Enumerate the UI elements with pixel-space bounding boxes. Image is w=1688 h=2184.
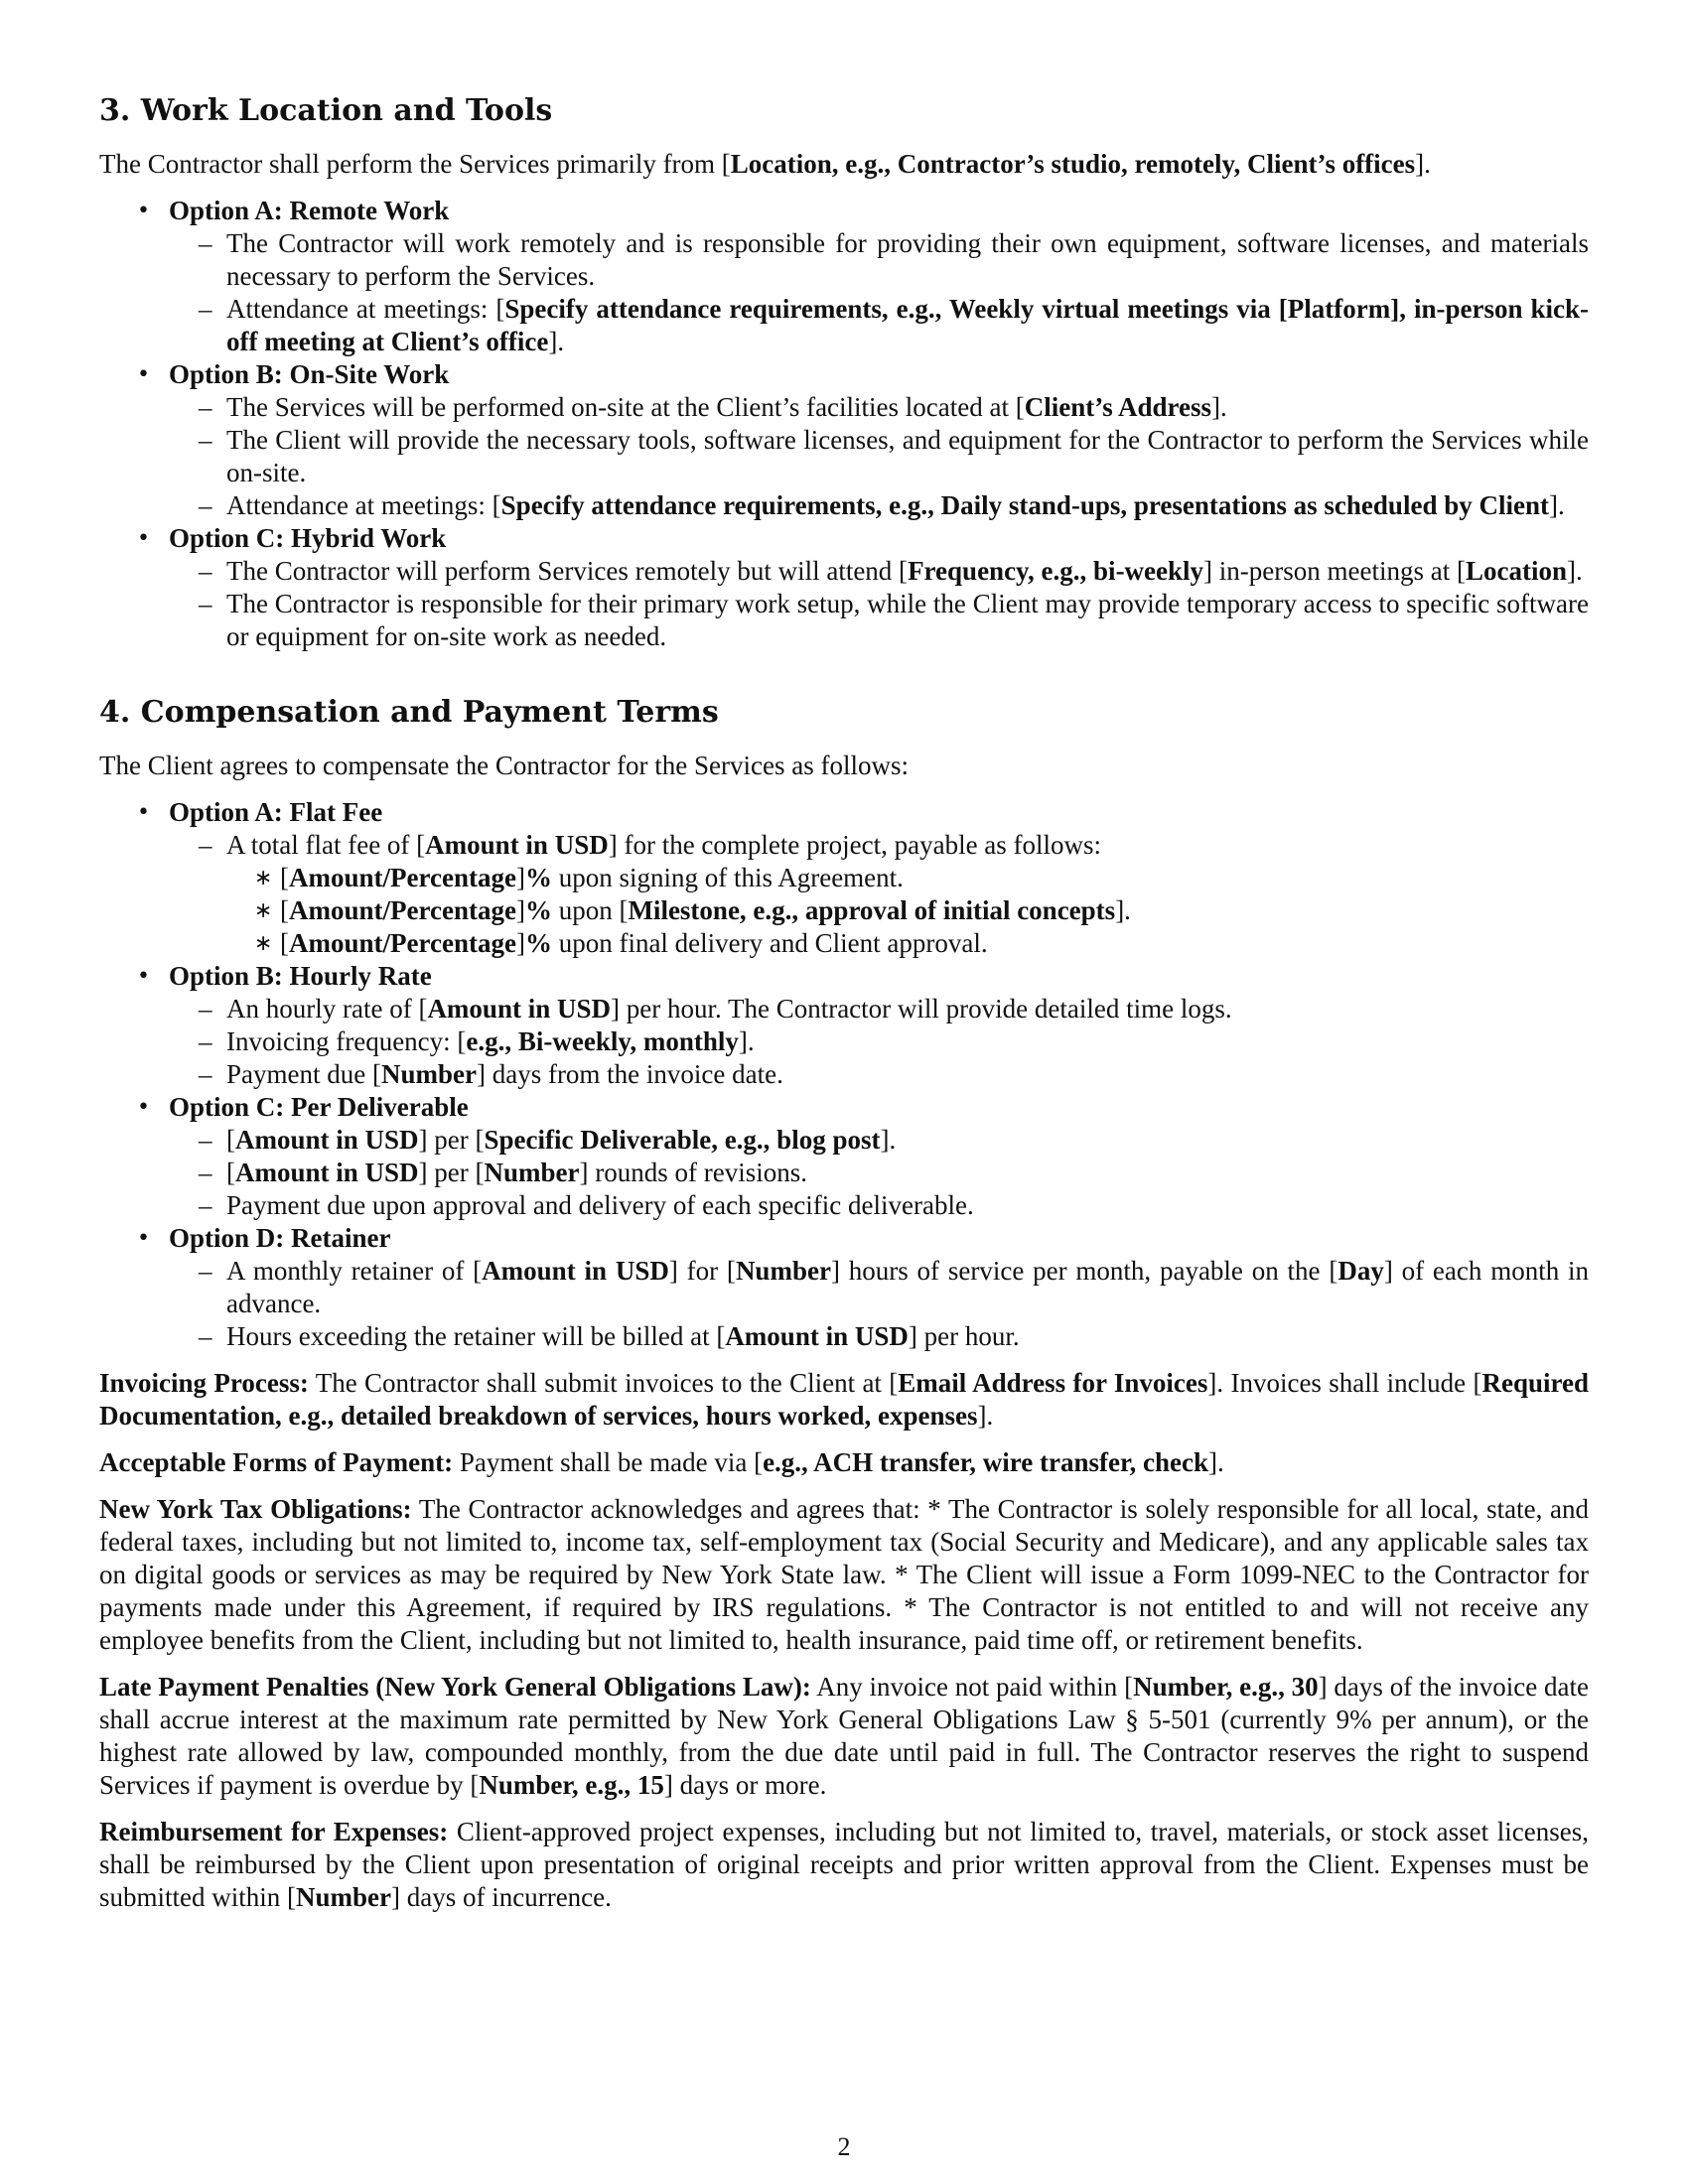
text-run: The Contractor shall perform the Services primarily from [	[99, 149, 731, 179]
text-run: ].	[1115, 895, 1131, 925]
text-run: Payment shall be made via [	[453, 1447, 764, 1477]
dash-icon: –	[199, 1059, 212, 1089]
text-run: Payment due upon approval and delivery of each specific deliverable.	[226, 1190, 974, 1220]
option-detail-text	[226, 424, 1589, 489]
option-detail-text	[226, 1255, 1589, 1320]
option-subdetail-text	[280, 894, 1589, 927]
page-number: 2	[837, 2132, 851, 2161]
bullet-icon: •	[137, 526, 150, 551]
option-detail-text	[226, 1189, 1589, 1222]
bold-text-run: Number	[296, 1882, 391, 1912]
document-page	[99, 91, 1589, 1928]
text-run: ].	[1415, 149, 1431, 179]
dash-icon: –	[199, 589, 212, 618]
option-item	[99, 195, 1589, 358]
dash-icon: –	[199, 1190, 212, 1220]
option-detail-text	[226, 391, 1589, 424]
text-run: ].	[1567, 556, 1583, 586]
bold-text-run: Number	[735, 1256, 831, 1286]
text-run: An hourly rate of [	[226, 994, 428, 1024]
text-run: upon signing of this Agreement.	[551, 863, 904, 892]
clause-paragraph	[99, 1671, 1589, 1802]
text-run: [	[280, 895, 289, 925]
option-subdetail	[169, 862, 1589, 894]
text-run: ] of each month in advance.	[226, 1256, 1590, 1318]
asterisk-icon: ∗	[254, 931, 273, 956]
text-run: ]	[515, 863, 525, 892]
option-detail-text	[226, 1025, 1589, 1058]
option-title: Option B: Hourly Rate	[169, 961, 432, 991]
bold-text-run: e.g., ACH transfer, wire transfer, check	[763, 1447, 1208, 1477]
text-run: A monthly retainer of [	[226, 1256, 483, 1286]
option-title: Option A: Flat Fee	[169, 797, 383, 827]
text-run: Client-approved project expenses, including but not limited to, travel, materials, or stock asset licenses, shall be reimbursed by the Client upon presentation of original receipts and prior written approval from the Client. Expenses must be submitted within [	[99, 1817, 1590, 1912]
option-title: Option B: On-Site Work	[169, 359, 450, 389]
bold-text-run: New York Tax Obligations:	[99, 1494, 412, 1524]
option-title: Option D: Retainer	[169, 1223, 391, 1253]
option-title: Option C: Hybrid Work	[169, 523, 447, 553]
option-detail-text	[226, 1124, 1589, 1157]
text-run: ] per [	[418, 1158, 485, 1187]
option-detail	[169, 1124, 1589, 1157]
bold-text-run: Amount in USD	[725, 1321, 909, 1351]
text-run: ] hours of service per month, payable on the [	[830, 1256, 1338, 1286]
text-run: Any invoice not paid within [	[810, 1672, 1134, 1702]
dash-icon: –	[199, 490, 212, 520]
text-run: [	[280, 928, 289, 958]
dash-icon: –	[199, 1026, 212, 1056]
dash-icon: –	[199, 392, 212, 422]
bullet-icon: •	[137, 362, 150, 387]
option-detail-text	[226, 555, 1589, 588]
text-run: ] rounds of revisions.	[579, 1158, 807, 1187]
text-run: The Contractor will perform Services remotely but will attend [	[226, 556, 909, 586]
option-subdetail-text	[280, 927, 1589, 960]
clause-paragraph	[99, 1367, 1589, 1433]
dash-icon: –	[199, 1321, 212, 1351]
bullet-icon: •	[137, 199, 150, 223]
bold-text-run: Acceptable Forms of Payment:	[99, 1447, 454, 1477]
option-detail	[169, 489, 1589, 522]
bold-text-run: Client’s Address	[1024, 392, 1212, 422]
text-run: ] per [	[418, 1125, 485, 1155]
dash-icon: –	[199, 228, 212, 258]
option-detail	[169, 1058, 1589, 1091]
bold-text-run: Location, e.g., Contractor’s studio, remotely, Client’s offices	[730, 149, 1416, 179]
bold-text-run: Day	[1337, 1256, 1384, 1286]
text-run: ].	[1208, 1447, 1224, 1477]
text-run: ] in-person meetings at [	[1203, 556, 1466, 586]
bold-text-run: Number, e.g., 15	[479, 1770, 664, 1800]
option-detail-text	[226, 588, 1589, 653]
bold-text-run: Required Documentation, e.g., detailed breakdown of services, hours worked, expenses	[99, 1368, 1589, 1431]
bold-text-run: %	[524, 928, 552, 958]
bold-text-run: Amount/Percentage	[289, 928, 516, 958]
section-3-heading: 3. Work Location and Tools	[99, 93, 553, 128]
text-run: The Contractor shall submit invoices to the Client at [	[308, 1368, 899, 1398]
option-detail	[169, 227, 1589, 293]
bold-text-run: Number	[380, 1059, 477, 1089]
option-detail-text	[226, 489, 1589, 522]
section-4-heading: 4. Compensation and Payment Terms	[99, 695, 719, 730]
bullet-icon: •	[137, 964, 150, 989]
bold-text-run: Milestone, e.g., approval of initial concepts	[628, 895, 1116, 925]
text-run: The Client agrees to compensate the Contractor for the Services as follows:	[99, 751, 909, 780]
option-detail	[169, 829, 1589, 862]
text-run: ] days of the invoice date shall accrue interest at the maximum rate permitted by New York General Obligations Law § 5-501 (currently 9% per annum), or the highest rate allowed by law, compounded monthly, from the due date until paid in full. The Contractor reserves the right to suspend Services if payment is overdue by [	[99, 1672, 1589, 1800]
option-title: Option A: Remote Work	[169, 196, 450, 225]
section-4-intro	[99, 750, 1589, 782]
text-run: [	[226, 1125, 235, 1155]
bullet-icon: •	[137, 800, 150, 825]
dash-icon: –	[199, 1256, 212, 1286]
section-3-options	[99, 195, 1589, 653]
dash-icon: –	[199, 1158, 212, 1187]
option-detail	[169, 1025, 1589, 1058]
section-3-intro	[99, 148, 1589, 181]
option-subdetail	[169, 927, 1589, 960]
option-detail	[169, 293, 1589, 358]
text-run: Invoicing frequency: [	[226, 1026, 467, 1056]
text-run: ] for [	[668, 1256, 736, 1286]
text-run: ] days or more.	[663, 1770, 827, 1800]
text-run: ].	[548, 327, 565, 356]
bold-text-run: %	[524, 895, 552, 925]
text-run: Attendance at meetings: [	[226, 490, 501, 520]
bullet-icon: •	[137, 1095, 150, 1120]
text-run: A total flat fee of [	[226, 830, 426, 860]
option-item	[99, 960, 1589, 1091]
bold-text-run: %	[524, 863, 552, 892]
dash-icon: –	[199, 556, 212, 586]
text-run: ] days of incurrence.	[391, 1882, 612, 1912]
text-run: Attendance at meetings: [	[226, 294, 505, 324]
bold-text-run: Amount in USD	[235, 1125, 419, 1155]
text-run: ].	[977, 1401, 994, 1431]
text-run: ] for the complete project, payable as follows:	[608, 830, 1102, 860]
dash-icon: –	[199, 1125, 212, 1155]
text-run: The Client will provide the necessary tools, software licenses, and equipment for the Contractor to perform the Services while on-site.	[226, 425, 1589, 487]
option-subdetail-text	[280, 862, 1589, 894]
clause-paragraph	[99, 1493, 1589, 1657]
option-detail-text	[226, 1058, 1589, 1091]
bold-text-run: Email Address for Invoices	[898, 1368, 1208, 1398]
option-subdetail	[169, 894, 1589, 927]
bullet-icon: •	[137, 1226, 150, 1251]
text-run: The Contractor is responsible for their primary work setup, while the Client may provide temporary access to specific software or equipment for on-site work as needed.	[226, 589, 1589, 651]
option-detail-text	[226, 293, 1589, 358]
bold-text-run: Location	[1465, 556, 1567, 586]
bold-text-run: Late Payment Penalties (New York General Obligations Law):	[99, 1672, 811, 1702]
option-item	[99, 1091, 1589, 1222]
text-run: upon final delivery and Client approval.	[551, 928, 988, 958]
text-run: The Contractor will work remotely and is responsible for providing their own equipment, software licenses, and materials necessary to perform the Services.	[226, 228, 1589, 291]
text-run: [	[280, 863, 289, 892]
option-title: Option C: Per Deliverable	[169, 1092, 469, 1122]
text-run: ] per hour.	[908, 1321, 1020, 1351]
text-run: ]. Invoices shall include [	[1207, 1368, 1482, 1398]
bold-text-run: Frequency, e.g., bi-weekly	[908, 556, 1204, 586]
text-run: ] per hour. The Contractor will provide detailed time logs.	[610, 994, 1232, 1024]
text-run: The Contractor acknowledges and agrees that: * The Contractor is solely responsible for all local, state, and federal taxes, including but not limited to, income tax, self-employment tax (Social Security and Medicare), and any applicable sales tax on digital goods or services as may be required by New York State law. * The Client will issue a Form 1099-NEC to the Contractor for payments made under this Agreement, if required by IRS regulations. * The Contractor is not entitled to and will not receive any employee benefits from the Client, including but not limited to, health insurance, paid time off, or retirement benefits.	[99, 1494, 1589, 1655]
bold-text-run: Amount in USD	[482, 1256, 669, 1286]
option-detail	[169, 588, 1589, 653]
option-detail	[169, 1255, 1589, 1320]
asterisk-icon: ∗	[254, 898, 273, 923]
option-detail	[169, 555, 1589, 588]
text-run: ].	[880, 1125, 897, 1155]
text-run: Payment due [	[226, 1059, 381, 1089]
option-detail	[169, 993, 1589, 1025]
dash-icon: –	[199, 830, 212, 860]
bold-text-run: Amount in USD	[427, 994, 611, 1024]
dash-icon: –	[199, 425, 212, 455]
bold-text-run: Amount/Percentage	[289, 895, 516, 925]
option-item	[99, 522, 1589, 653]
bold-text-run: Specify attendance requirements, e.g., Daily stand-ups, presentations as scheduled by Client	[500, 490, 1549, 520]
text-run: ] days from the invoice date.	[476, 1059, 783, 1089]
option-detail-text	[226, 1320, 1589, 1353]
option-detail	[169, 391, 1589, 424]
text-run: ]	[515, 895, 525, 925]
bold-text-run: Number	[484, 1158, 580, 1187]
text-run: Hours exceeding the retainer will be billed at [	[226, 1321, 726, 1351]
option-item	[99, 1222, 1589, 1353]
asterisk-icon: ∗	[254, 866, 273, 890]
option-detail	[169, 1157, 1589, 1189]
text-run: The Services will be performed on-site at the Client’s facilities located at [	[226, 392, 1025, 422]
clause-paragraph	[99, 1446, 1589, 1479]
text-run: ].	[1211, 392, 1227, 422]
dash-icon: –	[199, 994, 212, 1024]
bold-text-run: Specify attendance requirements, e.g., Weekly virtual meetings via [Platform], in-person kick-off meeting at Client’s office	[226, 294, 1589, 356]
option-detail-text	[226, 227, 1589, 293]
option-detail	[169, 424, 1589, 489]
bold-text-run: e.g., Bi-weekly, monthly	[466, 1026, 739, 1056]
text-run: ].	[738, 1026, 755, 1056]
bold-text-run: Amount in USD	[425, 830, 609, 860]
bold-text-run: Specific Deliverable, e.g., blog post	[484, 1125, 881, 1155]
section-4-options	[99, 796, 1589, 1353]
dash-icon: –	[199, 294, 212, 324]
option-detail-text	[226, 993, 1589, 1025]
section-4-paragraphs	[99, 1367, 1589, 1914]
bold-text-run: Reimbursement for Expenses:	[99, 1817, 449, 1846]
clause-paragraph	[99, 1816, 1589, 1914]
text-run: upon [	[551, 895, 629, 925]
text-run: ].	[1548, 490, 1565, 520]
bold-text-run: Amount/Percentage	[289, 863, 516, 892]
bold-text-run: Amount in USD	[235, 1158, 419, 1187]
option-detail	[169, 1320, 1589, 1353]
option-item	[99, 358, 1589, 522]
option-detail-text	[226, 829, 1589, 862]
option-item	[99, 796, 1589, 960]
bold-text-run: Invoicing Process:	[99, 1368, 309, 1398]
option-detail	[169, 1189, 1589, 1222]
text-run: ]	[515, 928, 525, 958]
option-detail-text	[226, 1157, 1589, 1189]
bold-text-run: Number, e.g., 30	[1133, 1672, 1319, 1702]
text-run: [	[226, 1158, 235, 1187]
